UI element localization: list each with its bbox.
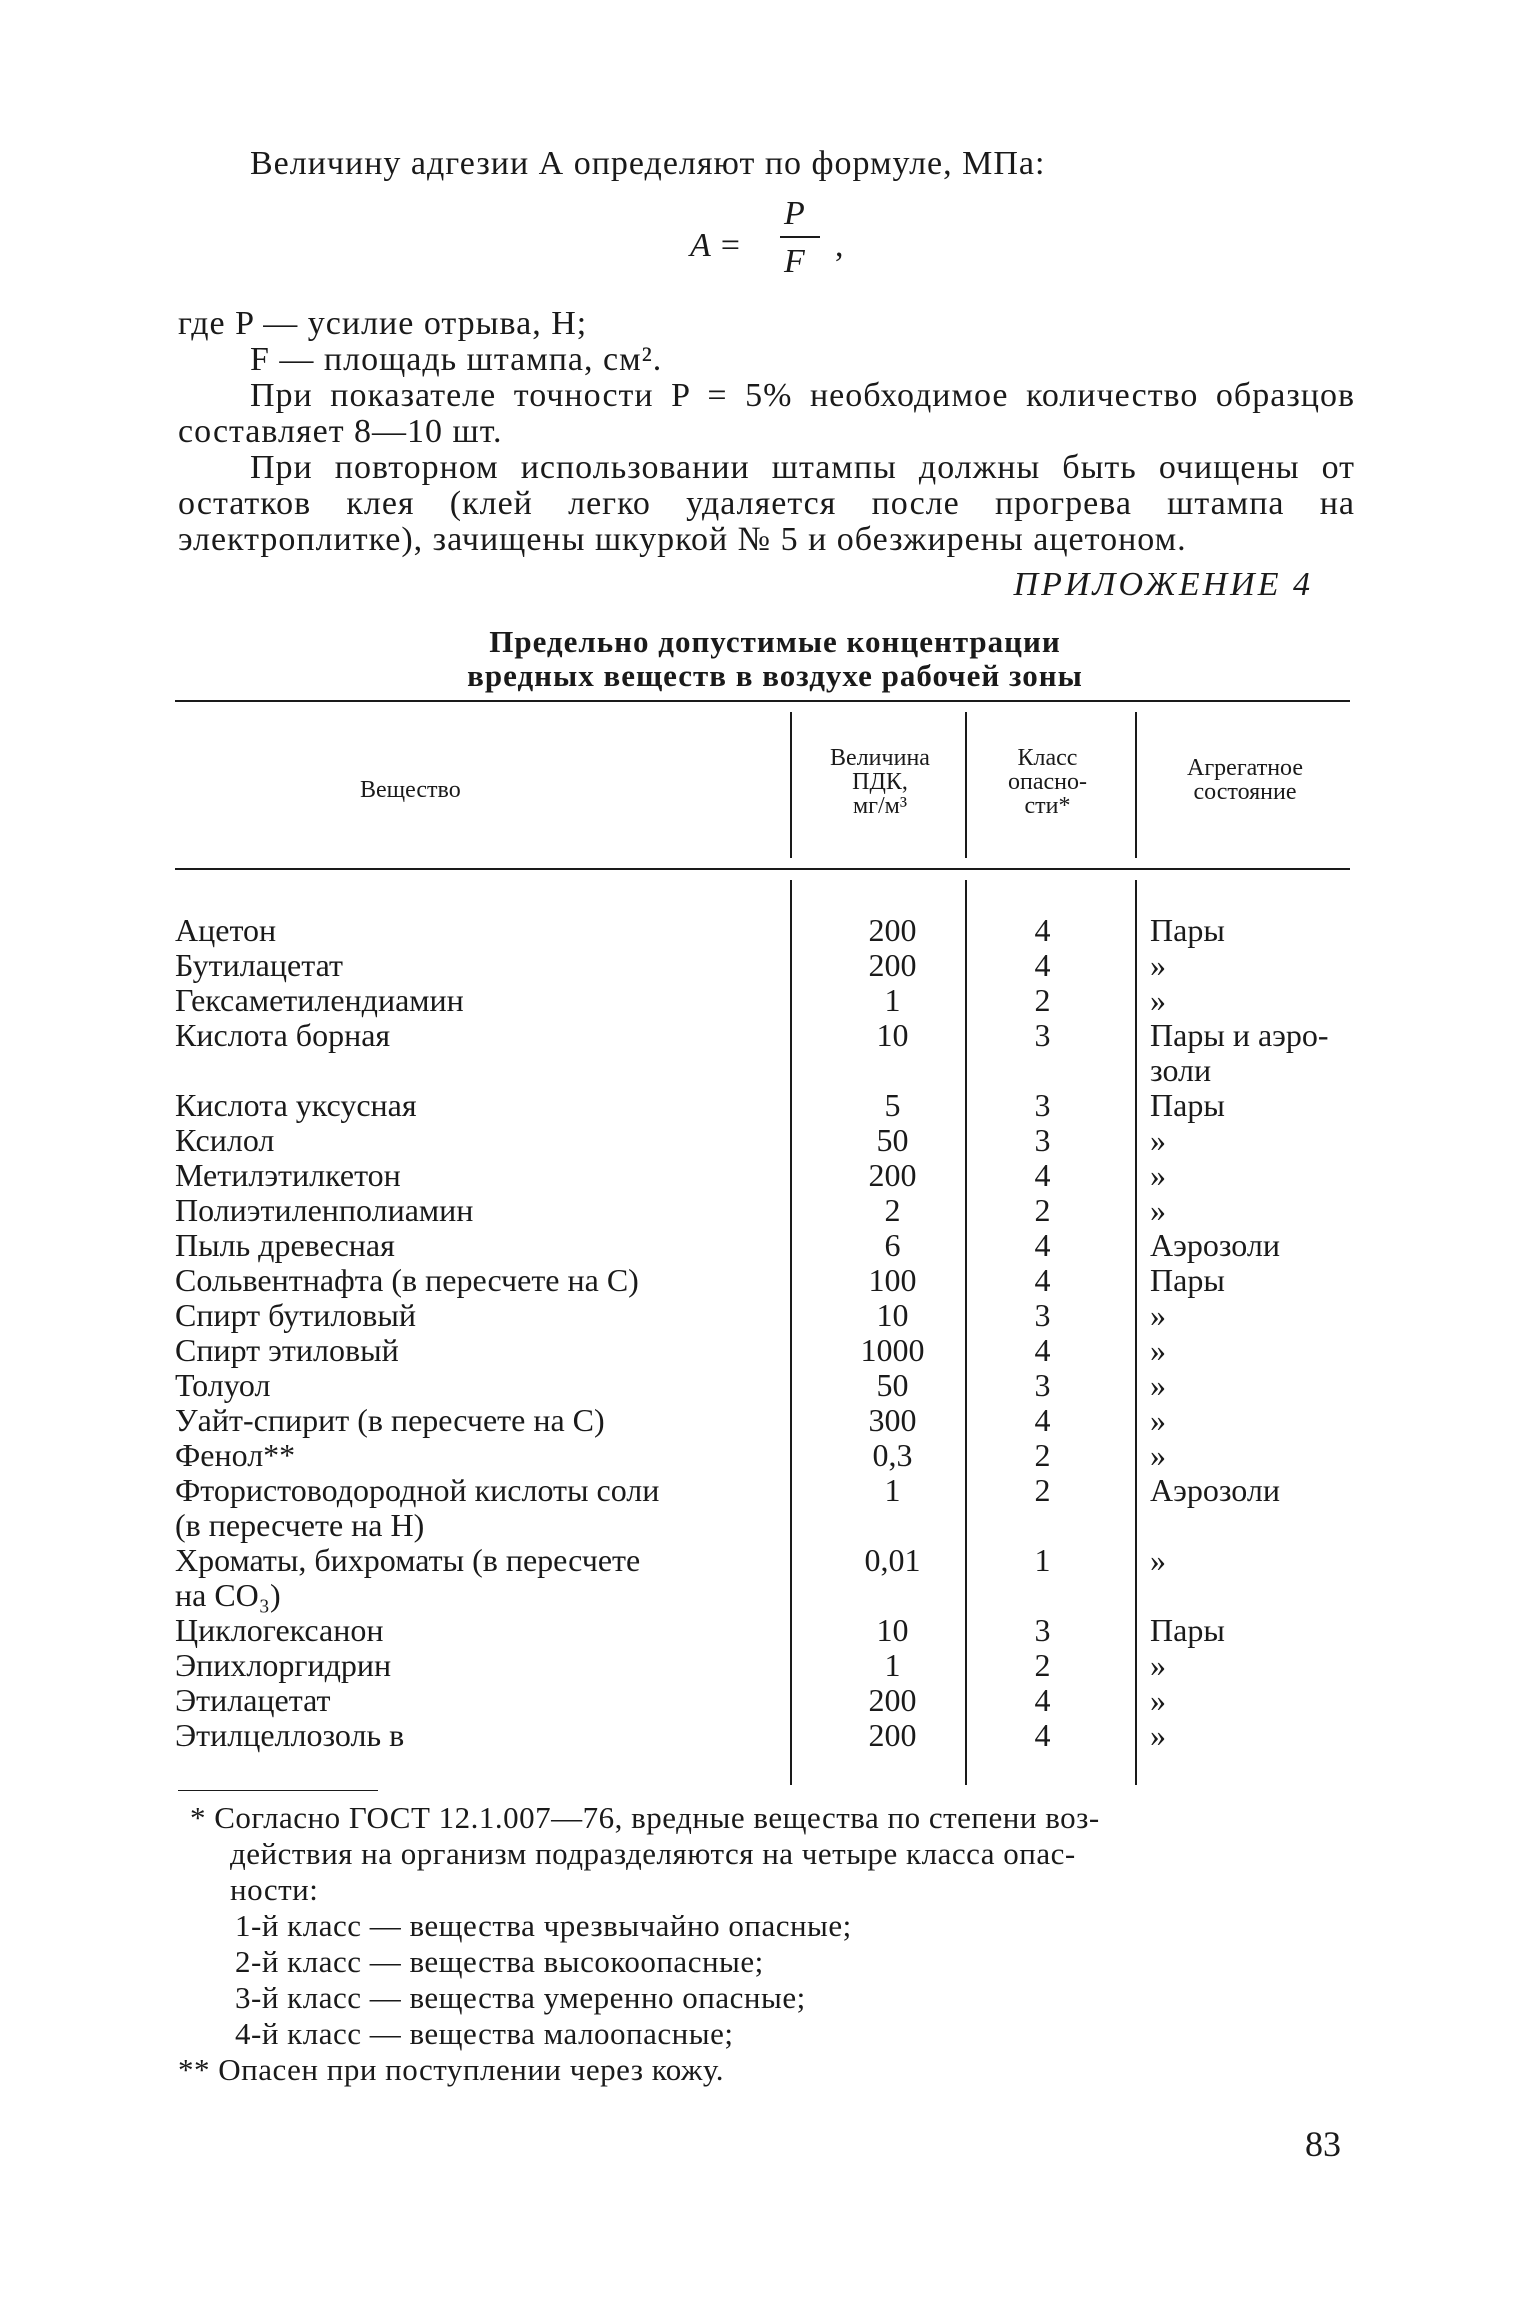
cell-substance: Фтористоводородной кислоты соли bbox=[175, 1472, 660, 1508]
cell-state: » bbox=[1150, 947, 1166, 983]
table-row bbox=[0, 1367, 1535, 1403]
cell-substance: Уайт-спирит (в пересчете на С) bbox=[175, 1402, 605, 1438]
cell-state: » bbox=[1150, 1542, 1166, 1578]
cell-class: 3 bbox=[1034, 1087, 1051, 1123]
cell-substance: Спирт этиловый bbox=[175, 1332, 399, 1368]
table-row bbox=[0, 982, 1535, 1018]
table-caption bbox=[300, 625, 1250, 693]
header-state-line: состояние bbox=[1193, 779, 1297, 805]
intro-text: Величину адгезии А определяют по формуле, МПа: bbox=[250, 145, 1046, 182]
reuse-paragraph: При повторном использовании штампы должны быть очищены от остатков клея (клей легко удаляется после прогрева штампа на электроплитке), зачищены шкуркой № 5 и обезжирены ацетоном. bbox=[178, 449, 1355, 558]
table-row bbox=[0, 947, 1535, 983]
cell-pdk: 100 bbox=[868, 1262, 917, 1298]
table-row bbox=[0, 1507, 1535, 1543]
cell-pdk: 200 bbox=[868, 912, 917, 948]
header-substance: Вещество bbox=[360, 777, 461, 803]
cell-class: 2 bbox=[1034, 1472, 1051, 1508]
header-class-line: Класс bbox=[1017, 745, 1078, 771]
footnote-continuation: ности: bbox=[230, 1872, 319, 1907]
table-row bbox=[0, 1192, 1535, 1228]
cell-substance: Ксилол bbox=[175, 1122, 275, 1158]
table-row bbox=[0, 1472, 1535, 1508]
table-row bbox=[0, 1017, 1535, 1053]
cell-pdk: 5 bbox=[884, 1087, 901, 1123]
cell-substance: Метилэтилкетон bbox=[175, 1157, 401, 1193]
cell-pdk: 0,3 bbox=[872, 1437, 913, 1473]
cell-class: 4 bbox=[1034, 1682, 1051, 1718]
cell-state: Пары bbox=[1150, 1262, 1225, 1298]
cell-class: 3 bbox=[1034, 1297, 1051, 1333]
cell-state: » bbox=[1150, 1367, 1166, 1403]
cell-state: » bbox=[1150, 1647, 1166, 1683]
table-row bbox=[0, 1437, 1535, 1473]
cell-class: 3 bbox=[1034, 1612, 1051, 1648]
cell-state: » bbox=[1150, 1122, 1166, 1158]
adhesion-formula bbox=[690, 195, 890, 295]
cell-class: 4 bbox=[1034, 912, 1051, 948]
caption-line-1: Предельно допустимые концентрации bbox=[489, 624, 1061, 659]
cell-class: 1 bbox=[1034, 1542, 1051, 1578]
cell-state: » bbox=[1150, 1437, 1166, 1473]
formula-numerator: P bbox=[784, 195, 805, 232]
hazard-class-4: 4-й класс — вещества малоопасные; bbox=[235, 2016, 734, 2051]
cell-substance: Ацетон bbox=[175, 912, 277, 948]
cell-pdk: 2 bbox=[884, 1192, 901, 1228]
header-class-line: опасно- bbox=[1008, 769, 1087, 795]
cell-class: 4 bbox=[1034, 1262, 1051, 1298]
cell-substance: Спирт бутиловый bbox=[175, 1297, 417, 1333]
cell-substance: Толуол bbox=[175, 1367, 271, 1403]
cell-class: 4 bbox=[1034, 1402, 1051, 1438]
cell-class: 4 bbox=[1034, 947, 1051, 983]
cell-class: 4 bbox=[1034, 1227, 1051, 1263]
cell-state: » bbox=[1150, 1192, 1166, 1228]
cell-pdk: 0,01 bbox=[864, 1542, 921, 1578]
cell-substance: Циклогексанон bbox=[175, 1612, 384, 1648]
cell-state: Аэрозоли bbox=[1150, 1472, 1280, 1508]
column-divider-3 bbox=[1135, 712, 1137, 858]
cell-class: 3 bbox=[1034, 1017, 1051, 1053]
cell-class: 3 bbox=[1034, 1367, 1051, 1403]
cell-substance: Полиэтиленполиамин bbox=[175, 1192, 474, 1228]
where-area: F — площадь штампа, см². bbox=[250, 341, 663, 378]
accuracy-paragraph: При показателе точности P = 5% необходимое количество образцов составляет 8—10 шт. bbox=[178, 377, 1355, 450]
cell-pdk: 1 bbox=[884, 982, 901, 1018]
hazard-class-2: 2-й класс — вещества высокоопасные; bbox=[235, 1944, 764, 1979]
cell-state: золи bbox=[1150, 1052, 1212, 1088]
header-pdk bbox=[800, 746, 960, 818]
hazard-class-1: 1-й класс — вещества чрезвычайно опасные; bbox=[235, 1908, 852, 1943]
cell-pdk: 1 bbox=[884, 1647, 901, 1683]
footnote-hazard-classes: * Согласно ГОСТ 12.1.007—76, вредные вещества по степени воз- bbox=[190, 1800, 1100, 1835]
footnote-continuation: действия на организм подразделяются на четыре класса опас- bbox=[230, 1836, 1076, 1871]
cell-class: 2 bbox=[1034, 1647, 1051, 1683]
footnote-skin: ** Опасен при поступлении через кожу. bbox=[178, 2052, 725, 2087]
cell-substance: Сольвентнафта (в пересчете на С) bbox=[175, 1262, 639, 1298]
cell-class: 4 bbox=[1034, 1157, 1051, 1193]
cell-state: Пары и аэро- bbox=[1150, 1017, 1329, 1053]
cell-state: Пары bbox=[1150, 1612, 1225, 1648]
cell-class: 4 bbox=[1034, 1332, 1051, 1368]
cell-substance: на CO₃) bbox=[175, 1577, 281, 1613]
table-row bbox=[0, 1542, 1535, 1578]
cell-substance: Эпихлоргидрин bbox=[175, 1647, 392, 1683]
table-row bbox=[0, 1332, 1535, 1368]
column-divider-1 bbox=[790, 712, 792, 858]
cell-class: 2 bbox=[1034, 1192, 1051, 1228]
table-row bbox=[0, 912, 1535, 948]
table-row bbox=[0, 1122, 1535, 1158]
table-header-rule bbox=[175, 868, 1350, 870]
table-row bbox=[0, 1717, 1535, 1753]
cell-state: Пары bbox=[1150, 912, 1225, 948]
cell-pdk: 10 bbox=[876, 1297, 909, 1333]
cell-class: 2 bbox=[1034, 1437, 1051, 1473]
table-row bbox=[0, 1262, 1535, 1298]
table-row bbox=[0, 1577, 1535, 1613]
cell-substance: Пыль древесная bbox=[175, 1227, 395, 1263]
footnote-rule bbox=[178, 1790, 378, 1791]
cell-substance: Кислота борная bbox=[175, 1017, 391, 1053]
appendix-title: ПРИЛОЖЕНИЕ 4 bbox=[1013, 566, 1313, 603]
cell-state: » bbox=[1150, 1157, 1166, 1193]
cell-class: 4 bbox=[1034, 1717, 1051, 1753]
caption-line-2: вредных веществ в воздухе рабочей зоны bbox=[467, 658, 1083, 693]
fraction-bar bbox=[780, 236, 820, 238]
cell-pdk: 50 bbox=[876, 1367, 909, 1403]
cell-state: » bbox=[1150, 1402, 1166, 1438]
cell-substance: Бутилацетат bbox=[175, 947, 343, 983]
formula-lhs: A = bbox=[690, 227, 742, 264]
cell-pdk: 200 bbox=[868, 1717, 917, 1753]
cell-pdk: 10 bbox=[876, 1612, 909, 1648]
hazard-class-3: 3-й класс — вещества умеренно опасные; bbox=[235, 1980, 806, 2015]
cell-substance: Этилцеллозоль в bbox=[175, 1717, 405, 1753]
cell-state: » bbox=[1150, 1332, 1166, 1368]
cell-pdk: 200 bbox=[868, 1157, 917, 1193]
header-pdk-line: ПДК, bbox=[852, 769, 908, 795]
cell-class: 3 bbox=[1034, 1122, 1051, 1158]
cell-class: 2 bbox=[1034, 982, 1051, 1018]
where-force: где P — усилие отрыва, Н; bbox=[178, 305, 588, 342]
cell-substance: Кислота уксусная bbox=[175, 1087, 417, 1123]
cell-pdk: 300 bbox=[868, 1402, 917, 1438]
formula-denominator: F bbox=[784, 243, 805, 280]
header-state-line: Агрегатное bbox=[1187, 755, 1303, 781]
cell-state: Пары bbox=[1150, 1087, 1225, 1123]
cell-pdk: 200 bbox=[868, 947, 917, 983]
cell-state: » bbox=[1150, 982, 1166, 1018]
page-number: 83 bbox=[1305, 2124, 1341, 2164]
cell-substance: (в пересчете на Н) bbox=[175, 1507, 425, 1543]
table-row bbox=[0, 1227, 1535, 1263]
table-row bbox=[0, 1612, 1535, 1648]
cell-substance: Гексаметилендиамин bbox=[175, 982, 464, 1018]
header-aggregate-state bbox=[1140, 756, 1350, 804]
cell-pdk: 10 bbox=[876, 1017, 909, 1053]
column-divider-2 bbox=[965, 712, 967, 858]
formula-comma: , bbox=[835, 227, 844, 264]
cell-state: Аэрозоли bbox=[1150, 1227, 1280, 1263]
header-pdk-line: мг/м³ bbox=[852, 793, 908, 819]
table-row bbox=[0, 1052, 1535, 1088]
cell-substance: Этилацетат bbox=[175, 1682, 331, 1718]
cell-substance: Хроматы, бихроматы (в пересчете bbox=[175, 1542, 641, 1578]
cell-state: » bbox=[1150, 1297, 1166, 1333]
table-row bbox=[0, 1682, 1535, 1718]
cell-state: » bbox=[1150, 1717, 1166, 1753]
cell-pdk: 1000 bbox=[860, 1332, 925, 1368]
cell-pdk: 6 bbox=[884, 1227, 901, 1263]
cell-pdk: 200 bbox=[868, 1682, 917, 1718]
cell-pdk: 50 bbox=[876, 1122, 909, 1158]
table-row bbox=[0, 1297, 1535, 1333]
table-row bbox=[0, 1647, 1535, 1683]
cell-substance: Фенол** bbox=[175, 1437, 296, 1473]
table-top-rule bbox=[175, 700, 1350, 702]
cell-state: » bbox=[1150, 1682, 1166, 1718]
table-row bbox=[0, 1402, 1535, 1438]
cell-pdk: 1 bbox=[884, 1472, 901, 1508]
header-hazard-class bbox=[975, 746, 1120, 818]
table-row bbox=[0, 1087, 1535, 1123]
table-row bbox=[0, 1157, 1535, 1193]
header-class-line: сти* bbox=[1024, 793, 1071, 819]
header-pdk-line: Величина bbox=[830, 745, 930, 771]
